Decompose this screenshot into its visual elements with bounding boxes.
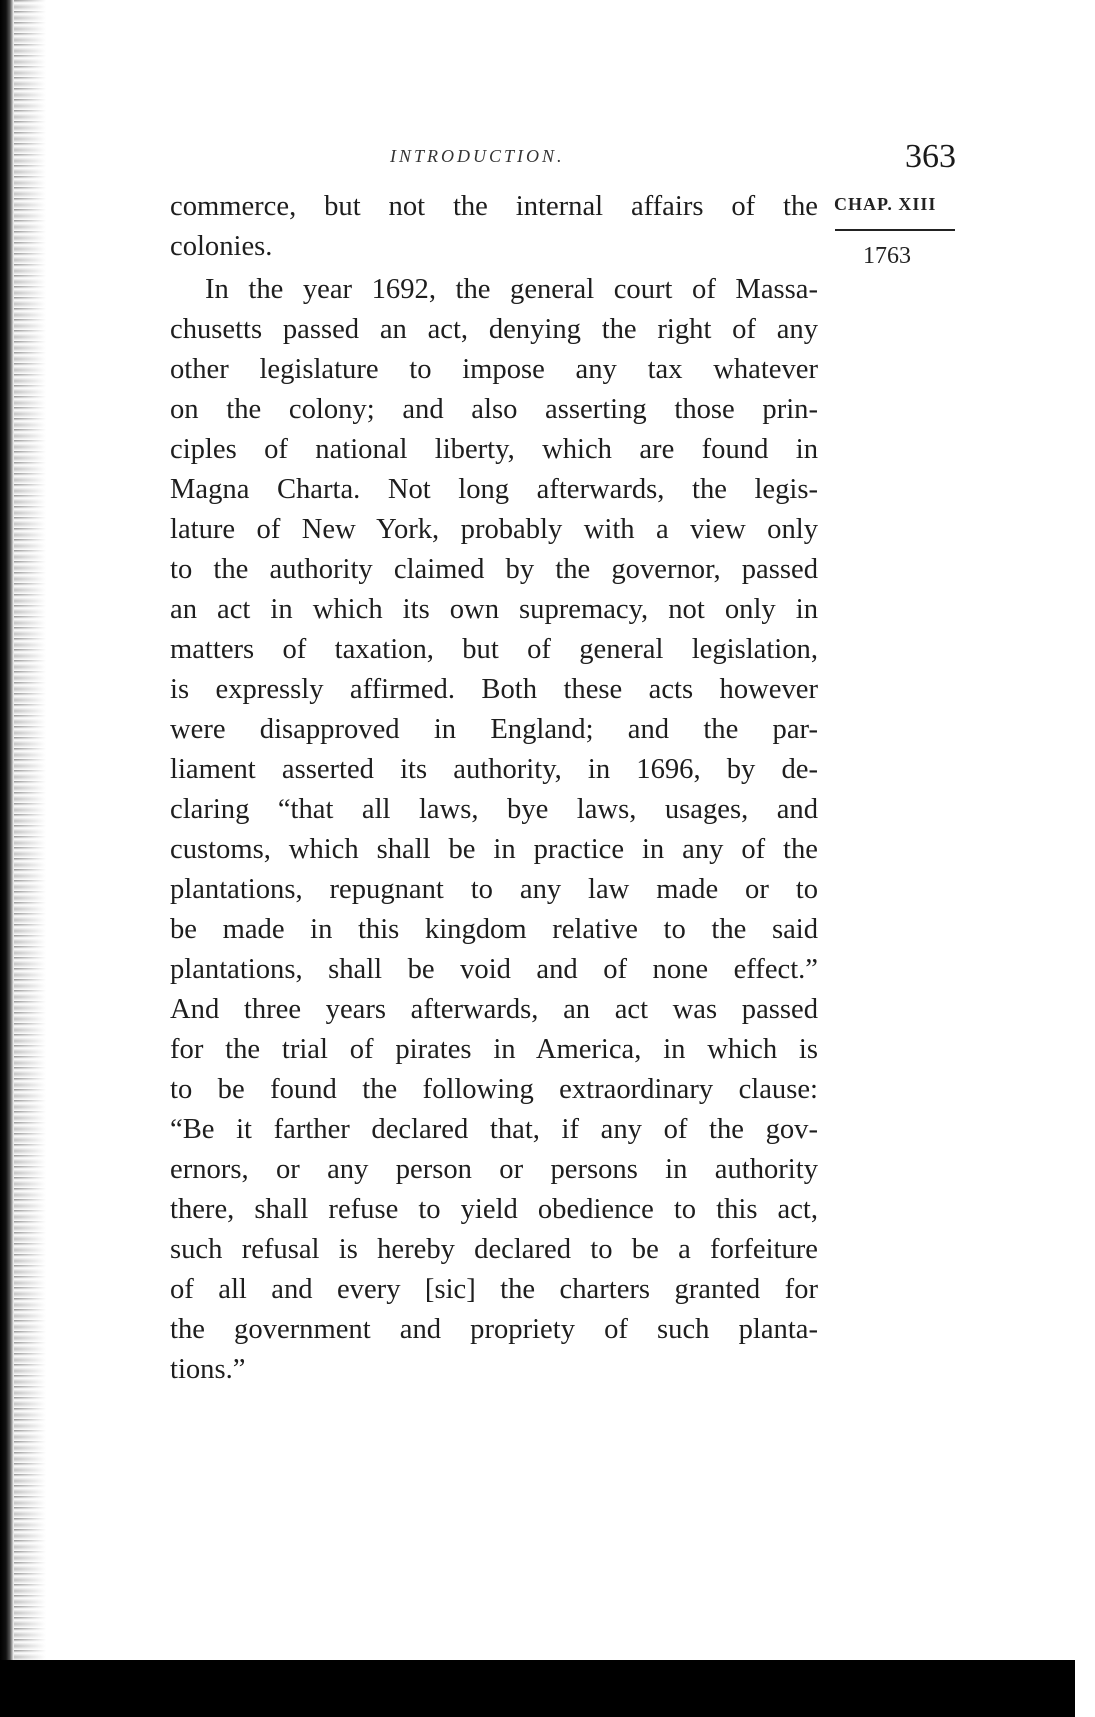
text-line: “Be it farther declared that, if any of the gov- xyxy=(170,1114,818,1145)
text-line: there, shall refuse to yield obedience to this act, xyxy=(170,1194,818,1225)
text-line: on the colony; and also asserting those prin- xyxy=(170,394,818,425)
text-line: plantations, shall be void and of none effect.” xyxy=(170,954,818,985)
text-line: the government and propriety of such planta- xyxy=(170,1314,818,1345)
text-line: plantations, repugnant to any law made or to xyxy=(170,874,818,905)
text-line: customs, which shall be in practice in any of the xyxy=(170,834,818,865)
text-line: ernors, or any person or persons in authority xyxy=(170,1154,818,1185)
text-line: liament asserted its authority, in 1696, by de- xyxy=(170,754,818,785)
page-binding-shadow xyxy=(14,0,46,1717)
text-line: Magna Charta. Not long afterwards, the legis- xyxy=(170,474,818,505)
scan-bottom-edge xyxy=(0,1660,1075,1717)
text-line: other legislature to impose any tax whatever xyxy=(170,354,818,385)
text-line: were disapproved in England; and the par- xyxy=(170,714,818,745)
margin-year-note: 1763 xyxy=(863,243,911,269)
text-line: of all and every [sic] the charters granted for xyxy=(170,1274,818,1305)
page-number: 363 xyxy=(905,138,956,175)
text-line: to the authority claimed by the governor, passed xyxy=(170,554,818,585)
text-line: lature of New York, probably with a view only xyxy=(170,514,818,545)
text-line: ciples of national liberty, which are found in xyxy=(170,434,818,465)
text-line: matters of taxation, but of general legislation, xyxy=(170,634,818,665)
text-line: claring “that all laws, bye laws, usages, and xyxy=(170,794,818,825)
text-line: tions.” xyxy=(170,1354,246,1385)
text-line: In the year 1692, the general court of Massa- xyxy=(205,274,818,305)
text-line: And three years afterwards, an act was passed xyxy=(170,994,818,1025)
text-line: commerce, but not the internal affairs of the xyxy=(170,191,818,222)
text-line: is expressly affirmed. Both these acts however xyxy=(170,674,818,705)
text-line: for the trial of pirates in America, in which is xyxy=(170,1034,818,1065)
margin-chapter-note: CHAP. XIII xyxy=(834,194,937,214)
text-line: such refusal is hereby declared to be a forfeiture xyxy=(170,1234,818,1265)
page-binding-edge xyxy=(0,0,14,1717)
running-head: INTRODUCTION. xyxy=(390,146,565,166)
text-line: an act in which its own supremacy, not only in xyxy=(170,594,818,625)
text-line: colonies. xyxy=(170,231,273,262)
text-line: to be found the following extraordinary clause: xyxy=(170,1074,818,1105)
margin-rule xyxy=(835,229,955,231)
text-line: be made in this kingdom relative to the said xyxy=(170,914,818,945)
text-line: chusetts passed an act, denying the right of any xyxy=(170,314,818,345)
